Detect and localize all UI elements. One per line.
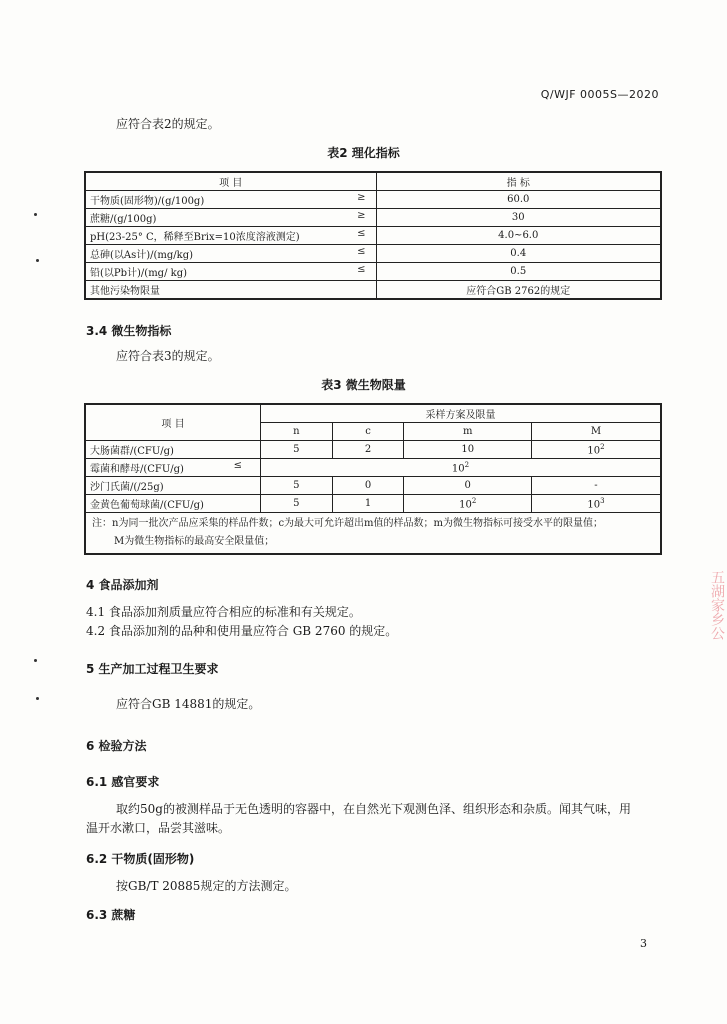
table-row <box>85 209 661 227</box>
section-6-3-heading: 6.3 蔗糖 <box>86 908 136 922</box>
table-row <box>85 441 661 459</box>
section-5-heading: 5 生产加工过程卫生要求 <box>86 662 219 676</box>
table2 <box>84 171 662 300</box>
table3-sym: ≤ <box>233 460 242 471</box>
table2-sym: ≤ <box>357 264 366 275</box>
section-6-1-heading: 6.1 感官要求 <box>86 775 160 789</box>
table3-n: 5 <box>260 477 332 495</box>
table3 <box>84 403 662 555</box>
table-row <box>85 191 661 209</box>
table3-head-plan: 采样方案及限量 <box>260 404 661 423</box>
table3-merged-base: 10 <box>451 463 465 475</box>
table3-M <box>531 441 661 459</box>
table3-item: 大肠菌群/(CFU/g) <box>85 441 260 459</box>
table-row <box>85 477 661 495</box>
table3-m-exponent: 2 <box>471 496 477 505</box>
section-4-2: 4.2 食品添加剂的品种和使用量应符合 GB 2760 的规定。 <box>86 624 398 638</box>
table-row <box>85 263 661 281</box>
section-6-heading: 6 检验方法 <box>86 739 147 753</box>
table-row <box>85 245 661 263</box>
section-3-4-text: 应符合表3的规定。 <box>116 349 220 363</box>
table3-c: 2 <box>332 441 404 459</box>
section-5-text: 应符合GB 14881的规定。 <box>116 697 261 711</box>
table3-header-row <box>85 404 661 423</box>
red-seal-stamp: 五湖家乡公 <box>709 570 725 640</box>
intro-line: 应符合表2的规定。 <box>116 117 220 131</box>
table2-item: 铅(以Pb计)/(mg/ kg) <box>90 268 187 279</box>
table3-M-exponent: 3 <box>600 496 605 505</box>
table2-caption: 表2 理化指标 <box>327 146 400 160</box>
table3-M-base: 10 <box>587 499 601 511</box>
section-3-4-heading: 3.4 微生物指标 <box>86 324 172 338</box>
scan-speck <box>34 659 37 662</box>
table3-item: 沙门氏菌/(/25g) <box>85 477 260 495</box>
table2-item: 蔗糖/(g/100g) <box>90 214 157 225</box>
scan-speck <box>34 213 37 216</box>
table3-M-exponent: 2 <box>600 442 605 451</box>
table2-head-item: 项 目 <box>85 172 376 191</box>
table3-merged-exponent: 2 <box>464 460 470 469</box>
table-row <box>85 281 661 300</box>
table-row <box>85 459 661 477</box>
section-6-1-text-line-1: 取约50g的被测样品于无色透明的容器中，在自然光下观测色泽、组织形态和杂质。闻其气味，用 <box>116 802 631 816</box>
table3-caption: 表3 微生物限量 <box>321 378 406 392</box>
section-6-2-heading: 6.2 干物质(固形物) <box>86 852 195 866</box>
table2-value: 60.0 <box>376 191 661 209</box>
table2-value: 应符合GB 2762的规定 <box>376 281 661 300</box>
table2-value: 0.4 <box>376 245 661 263</box>
table3-note-line-1: 注：n为同一批次产品应采集的样品件数；c为最大可允许超出m值的样品数；m为微生物指标可接受水平的限量值； <box>92 518 604 529</box>
table2-sym: ≤ <box>357 228 366 239</box>
table2-value: 30 <box>376 209 661 227</box>
table3-head-item: 项 目 <box>85 404 260 441</box>
table-row <box>85 227 661 245</box>
scan-speck <box>36 697 39 700</box>
section-4-1: 4.1 食品添加剂质量应符合相应的标准和有关规定。 <box>86 605 361 619</box>
table3-c: 1 <box>332 495 404 513</box>
section-6-1-text-line-2: 温开水漱口，品尝其滋味。 <box>86 821 231 835</box>
table3-m-base: 10 <box>459 499 472 511</box>
table3-n: 5 <box>260 441 332 459</box>
table3-head-m: m <box>404 423 532 441</box>
table2-head-indicator: 指 标 <box>376 172 661 191</box>
table2-header-row <box>85 172 661 191</box>
table-row <box>85 495 661 513</box>
table3-M: - <box>531 477 661 495</box>
document-code: Q/WJF 0005S—2020 <box>540 88 659 101</box>
table3-item: 霉菌和酵母/(CFU/g) <box>90 464 184 475</box>
table3-n: 5 <box>260 495 332 513</box>
table2-item: 总砷(以As计)/(mg/kg) <box>90 250 194 261</box>
table3-item: 金黄色葡萄球菌/(CFU/g) <box>85 495 260 513</box>
table2-item: 其他污染物限量 <box>90 286 160 297</box>
section-4-heading: 4 食品添加剂 <box>86 578 159 592</box>
table2-sym: ≤ <box>357 246 366 257</box>
table3-c: 0 <box>332 477 404 495</box>
table2-sym: ≥ <box>357 210 366 221</box>
section-6-2-text: 按GB/T 20885规定的方法测定。 <box>116 879 297 893</box>
table3-head-M: M <box>531 423 661 441</box>
table3-m: 10 <box>404 441 532 459</box>
table2-value: 4.0~6.0 <box>376 227 661 245</box>
table3-merged <box>260 459 661 477</box>
table3-note-row <box>85 513 661 555</box>
table3-note-line-2: M为微生物指标的最高安全限量值； <box>114 536 275 547</box>
scan-speck <box>36 259 39 262</box>
table2-value: 0.5 <box>376 263 661 281</box>
table2-sym: ≥ <box>357 192 366 203</box>
table3-M-base: 10 <box>587 445 601 457</box>
page-number: 3 <box>640 937 647 950</box>
table3-M <box>531 495 661 513</box>
table3-head-c: c <box>332 423 404 441</box>
table2-item: pH(23-25° C，稀释至Brix=10浓度溶液测定) <box>90 232 300 243</box>
table3-m <box>404 495 532 513</box>
table3-head-n: n <box>260 423 332 441</box>
table2-item: 干物质(固形物)/(g/100g) <box>90 196 205 207</box>
table3-m: 0 <box>404 477 532 495</box>
